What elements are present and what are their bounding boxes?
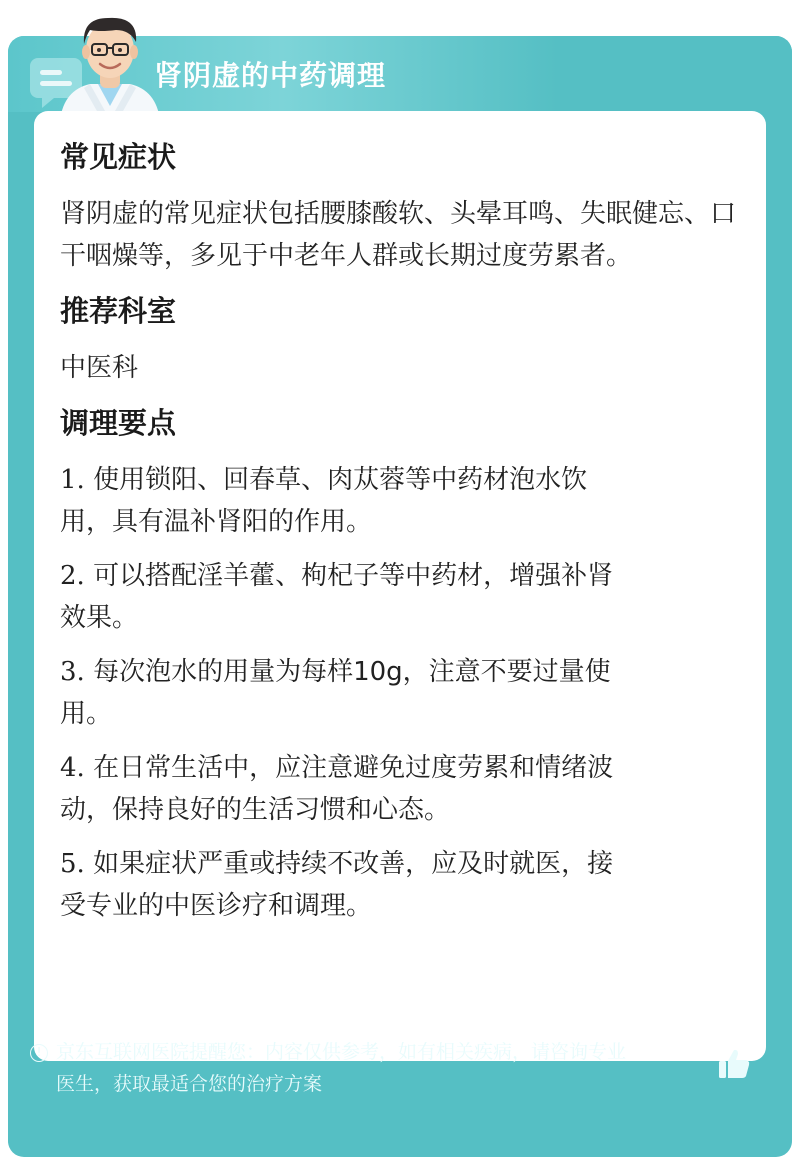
disclaimer-line-1: 京东互联网医院提醒您：内容仅供参考，如有相关疾病，请咨询专业 [56, 1041, 627, 1063]
care-heading: 调理要点 [60, 406, 177, 440]
content-panel [34, 111, 766, 1061]
thumbs-up-icon[interactable] [716, 1046, 752, 1082]
symptoms-text: 肾阴虚的常见症状包括腰膝酸软、头晕耳鸣、失眠健忘、口干咽燥等，多见于中老年人群或长期过度劳累者。 [60, 199, 737, 271]
list-item: 3. 每次泡水的用量为每样10g，注意不要过量使 用。 [60, 657, 611, 729]
disclaimer [30, 1036, 750, 1100]
advice-card [8, 36, 792, 1157]
disclaimer-line-2: 医生，获取最适合您的治疗方案 [56, 1073, 323, 1095]
doctor-avatar [50, 10, 170, 120]
list-item: 1. 使用锁阳、回春草、肉苁蓉等中药材泡水饮 用，具有温补肾阳的作用。 [60, 465, 588, 537]
symptoms-heading: 常见症状 [60, 140, 177, 174]
department-heading: 推荐科室 [60, 294, 177, 328]
care-list [60, 459, 740, 927]
department-text: 中医科 [60, 353, 139, 383]
page-title: 肾阴虚的中药调理 [154, 59, 387, 92]
list-item: 2. 可以搭配淫羊藿、枸杞子等中药材，增强补肾 效果。 [60, 561, 614, 633]
list-item: 5. 如果症状严重或持续不改善，应及时就医，接 受专业的中医诊疗和调理。 [60, 849, 614, 921]
info-icon: ! [30, 1044, 48, 1062]
list-item: 4. 在日常生活中，应注意避免过度劳累和情绪波 动，保持良好的生活习惯和心态。 [60, 753, 614, 825]
